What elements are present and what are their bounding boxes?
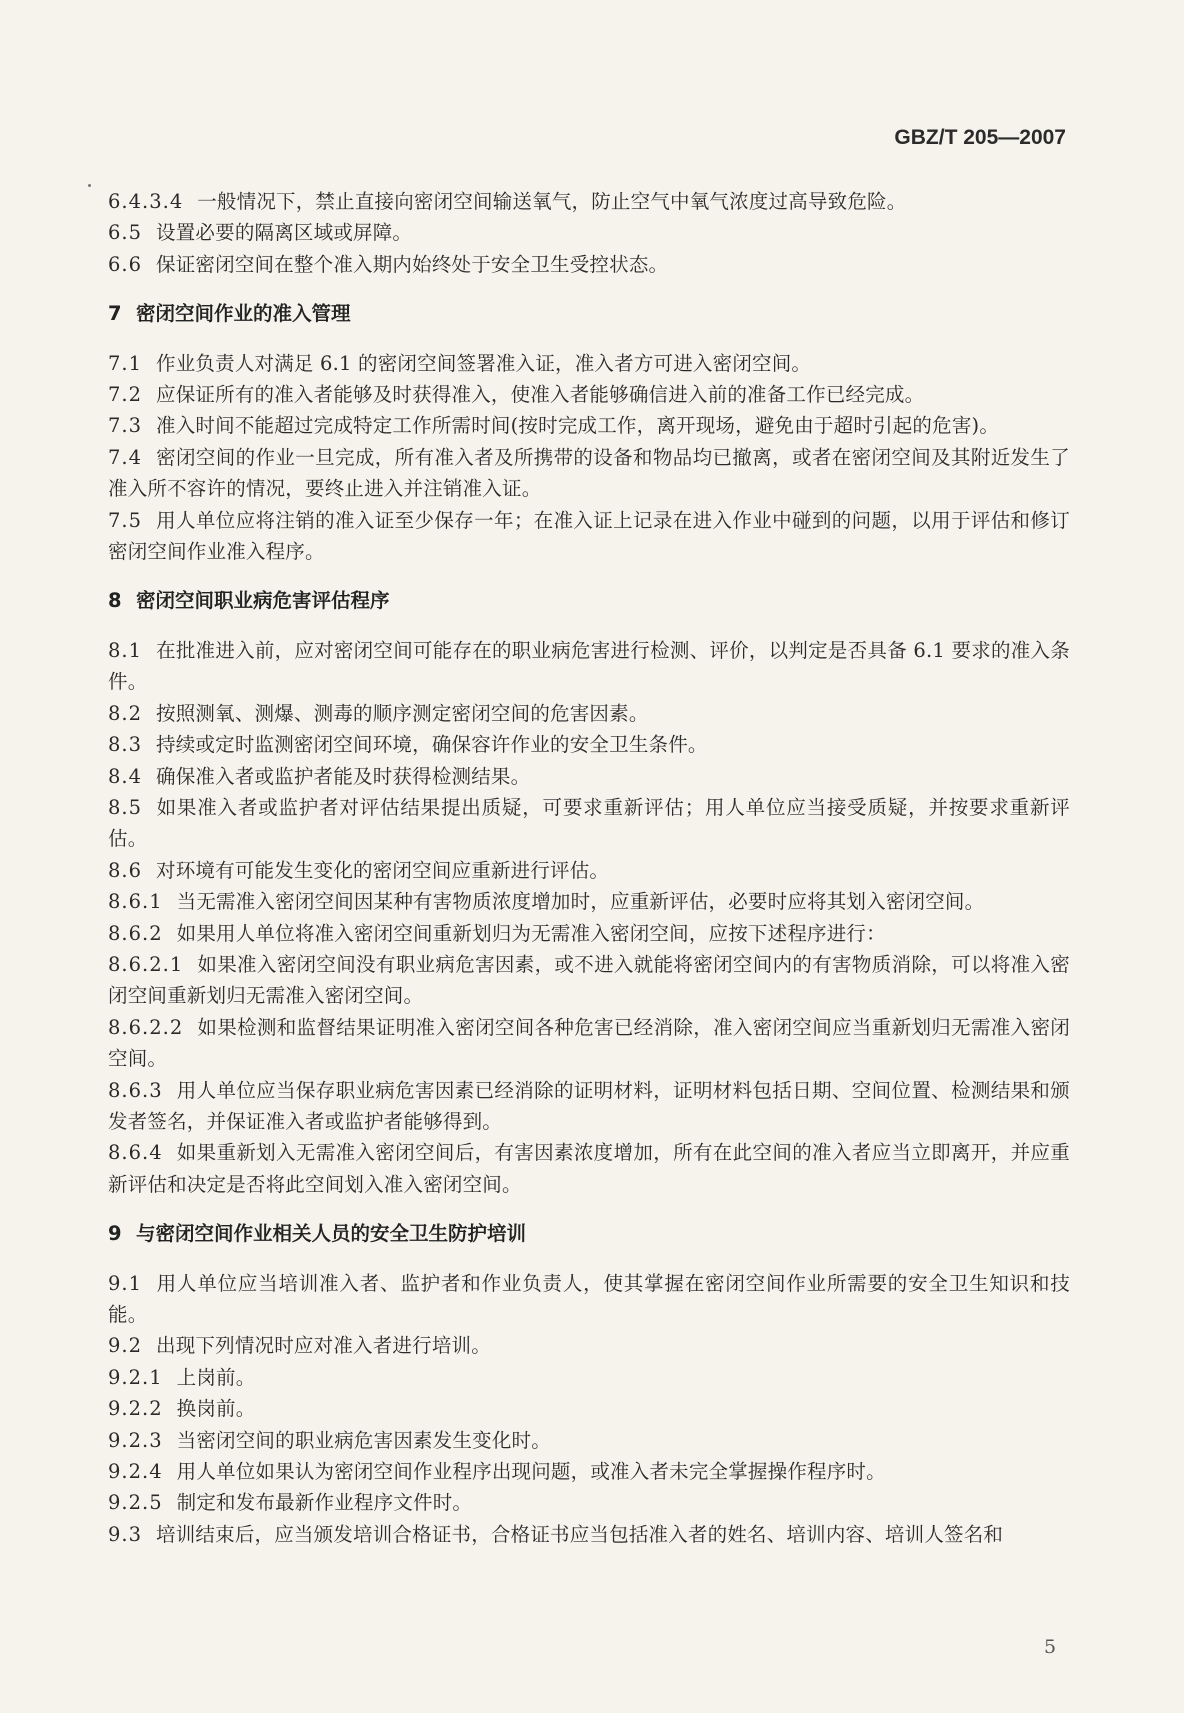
clause-text: 确保准入者或监护者能及时获得检测结果。 [156, 764, 531, 788]
clause-number: 9.2.5 [108, 1491, 163, 1515]
clause-paragraph [108, 186, 1070, 217]
clause-text: 如果准入密闭空间没有职业病危害因素，或不进入就能将密闭空间内的有害物质消除，可以将准入密闭空间重新划归无需准入密闭空间。 [108, 952, 1070, 1008]
section-number: 7 [108, 302, 122, 326]
clause-text: 一般情况下，禁止直接向密闭空间输送氧气，防止空气中氧气浓度过高导致危险。 [197, 190, 907, 213]
clause-text: 作业负责人对满足 6.1 的密闭空间签署准入证，准入者方可进入密闭空间。 [156, 351, 812, 375]
clause-paragraph [108, 1456, 1070, 1487]
clause-paragraph [108, 249, 1070, 280]
clause-paragraph [108, 1012, 1070, 1075]
clause-number: 8.6.3 [108, 1078, 163, 1102]
clause-text: 培训结束后，应当颁发培训合格证书，合格证书应当包括准入者的姓名、培训内容、培训人签名和 [156, 1522, 1004, 1546]
clause-number: 6.5 [108, 221, 143, 245]
clause-paragraph [108, 886, 1070, 917]
clause-text: 用人单位应当保存职业病危害因素已经消除的证明材料，证明材料包括日期、空间位置、检测结果和颁发者签名，并保证准入者或监护者能够得到。 [108, 1078, 1070, 1133]
clause-number: 8.5 [108, 795, 143, 819]
clause-number: 9.2 [108, 1334, 143, 1358]
clause-paragraph [108, 635, 1070, 698]
clause-paragraph [108, 348, 1070, 379]
clause-paragraph [108, 1425, 1070, 1456]
section-title: 与密闭空间作业相关人员的安全卫生防护培训 [136, 1222, 527, 1246]
clause-number: 8.6.4 [108, 1141, 163, 1165]
clause-text: 当密闭空间的职业病危害因素发生变化时。 [176, 1428, 551, 1452]
clause-paragraph [108, 855, 1070, 886]
clause-paragraph [108, 1362, 1070, 1393]
clause-text: 按照测氧、测爆、测毒的顺序测定密闭空间的危害因素。 [156, 701, 649, 725]
clause-number: 9.2.1 [108, 1365, 163, 1389]
clause-number: 7.5 [108, 508, 143, 532]
clause-paragraph [108, 379, 1070, 410]
clause-number: 7.4 [108, 445, 143, 469]
clause-text: 在批准进入前，应对密闭空间可能存在的职业病危害进行检测、评价，以判定是否具备 6.1 要求的准入条件。 [108, 638, 1070, 694]
section-number: 8 [108, 589, 122, 613]
standard-code: GBZ/T 205—2007 [894, 126, 1066, 149]
clause-number: 8.6 [108, 858, 143, 882]
clause-text: 用人单位应当培训准入者、监护者和作业负责人，使其掌握在密闭空间作业所需要的安全卫生知识和技能。 [108, 1271, 1070, 1326]
clause-number: 6.6 [108, 252, 143, 276]
clause-text: 换岗前。 [176, 1397, 256, 1421]
clause-text: 如果准入者或监护者对评估结果提出质疑，可要求重新评估；用人单位应当接受质疑，并按要求重新评估。 [108, 795, 1070, 851]
section-title: 密闭空间作业的准入管理 [136, 302, 351, 326]
section-title: 密闭空间职业病危害评估程序 [136, 589, 390, 613]
clause-number: 7.1 [108, 351, 143, 375]
clause-text: 用人单位如果认为密闭空间作业程序出现问题，或准入者未完全掌握操作程序时。 [176, 1460, 886, 1484]
clause-number: 9.3 [108, 1522, 143, 1546]
clause-paragraph [108, 217, 1070, 248]
clause-text: 准入时间不能超过完成特定工作所需时间(按时完成工作，离开现场，避免由于超时引起的危害)。 [156, 414, 1000, 438]
clause-paragraph [108, 949, 1070, 1012]
clause-number: 9.2.4 [108, 1460, 163, 1484]
clause-text: 出现下列情况时应对准入者进行培训。 [156, 1334, 491, 1358]
clause-text: 保证密闭空间在整个准入期内始终处于安全卫生受控状态。 [156, 252, 669, 276]
clause-number: 9.2.2 [108, 1397, 163, 1421]
clause-paragraph [108, 1268, 1070, 1331]
document-body [108, 186, 1070, 1550]
clause-paragraph [108, 1075, 1070, 1138]
clause-number: 6.4.3.4 [108, 190, 184, 213]
clause-number: 7.3 [108, 414, 143, 438]
section-number: 9 [108, 1222, 122, 1246]
scan-speck [88, 184, 91, 187]
clause-number: 9.1 [108, 1271, 143, 1295]
clause-number: 8.6.2 [108, 921, 163, 945]
clause-number: 8.6.2.2 [108, 1015, 184, 1039]
clause-text: 如果用人单位将准入密闭空间重新划归为无需准入密闭空间，应按下述程序进行： [176, 921, 886, 945]
clause-text: 当无需准入密闭空间因某种有害物质浓度增加时，应重新评估，必要时应将其划入密闭空间。 [176, 890, 985, 914]
clause-text: 对环境有可能发生变化的密闭空间应重新进行评估。 [156, 858, 610, 882]
clause-text: 如果重新划入无需准入密闭空间后，有害因素浓度增加，所有在此空间的准入者应当立即离开，并应重新评估和决定是否将此空间划入准入密闭空间。 [108, 1141, 1070, 1196]
clause-number: 8.1 [108, 638, 143, 662]
section-heading [108, 1218, 1070, 1249]
clause-number: 8.6.2.1 [108, 952, 184, 976]
clause-text: 设置必要的隔离区域或屏障。 [156, 221, 413, 245]
clause-paragraph [108, 1393, 1070, 1424]
clause-paragraph [108, 505, 1070, 568]
section-heading [108, 585, 1070, 616]
section-heading [108, 298, 1070, 329]
clause-paragraph [108, 729, 1070, 760]
clause-paragraph [108, 410, 1070, 441]
clause-paragraph [108, 761, 1070, 792]
clause-number: 8.2 [108, 701, 143, 725]
clause-text: 持续或定时监测密闭空间环境，确保容许作业的安全卫生条件。 [156, 733, 708, 757]
clause-paragraph [108, 698, 1070, 729]
clause-number: 8.6.1 [108, 890, 163, 914]
clause-number: 8.3 [108, 733, 143, 757]
clause-text: 密闭空间的作业一旦完成，所有准入者及所携带的设备和物品均已撤离，或者在密闭空间及其附近发生了准入所不容许的情况，要终止进入并注销准入证。 [108, 445, 1070, 501]
clause-paragraph [108, 792, 1070, 855]
clause-paragraph [108, 442, 1070, 505]
clause-paragraph [108, 1487, 1070, 1518]
clause-text: 如果检测和监督结果证明准入密闭空间各种危害已经消除，准入密闭空间应当重新划归无需准入密闭空间。 [108, 1015, 1070, 1071]
clause-paragraph [108, 1519, 1070, 1550]
clause-paragraph [108, 918, 1070, 949]
clause-paragraph [108, 1137, 1070, 1200]
clause-text: 上岗前。 [176, 1365, 256, 1389]
clause-text: 用人单位应将注销的准入证至少保存一年；在准入证上记录在进入作业中碰到的问题，以用于评估和修订密闭空间作业准入程序。 [108, 508, 1070, 564]
clause-number: 7.2 [108, 383, 143, 407]
clause-text: 应保证所有的准入者能够及时获得准入，使准入者能够确信进入前的准备工作已经完成。 [156, 383, 925, 407]
clause-number: 9.2.3 [108, 1428, 163, 1452]
page-number: 5 [1044, 1636, 1057, 1658]
clause-paragraph [108, 1330, 1070, 1361]
clause-text: 制定和发布最新作业程序文件时。 [176, 1491, 473, 1515]
clause-number: 8.4 [108, 764, 143, 788]
